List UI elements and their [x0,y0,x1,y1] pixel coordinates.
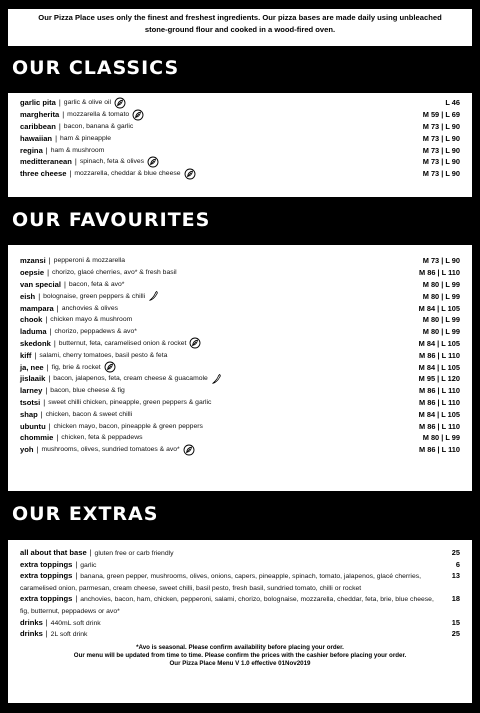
item-description: bacon, jalapenos, feta, cream cheese & guacamole [53,375,208,383]
menu-item [20,444,460,456]
item-name: caribbean [20,121,56,131]
item-name: regina [20,145,43,155]
item-price: M 86 | L 110 [419,397,460,407]
item-price: M 73 | L 90 [422,157,460,167]
menu-item [20,314,460,326]
item-separator: | [45,315,48,325]
item-description: mozzarella, cheddar & blue cheese [74,170,181,178]
item-description: spinach, feta & olives [79,158,145,166]
item-description: chicken mayo, bacon, pineapple & green peppers [53,422,203,430]
item-separator: | [53,338,56,348]
menu-item [20,349,460,361]
item-description: bacon, feta & avo* [68,280,125,288]
item-separator: | [58,121,61,131]
item-description: anchovies & olives [61,304,118,312]
item-description: mozzarella & tomato [67,111,130,119]
item-name: yoh [20,445,34,455]
item-name: shap [20,409,38,419]
extra-description: garlic [80,561,97,569]
extra-item [20,618,460,630]
extra-description: 440mL soft drink [50,619,101,627]
menu-item [20,156,460,168]
extra-description: 2L soft drink [50,631,88,639]
item-separator: | [69,169,72,179]
menu-item [20,420,460,432]
extras-heading: OUR EXTRAS [12,503,159,525]
item-description: chicken, feta & peppadews [61,434,143,442]
item-price: M 86 | L 110 [419,268,460,278]
extra-item [20,548,460,560]
vegetarian-icon [183,444,195,456]
item-separator: | [36,445,39,455]
item-separator: | [49,327,52,337]
classics-panel [8,93,472,197]
chilli-icon [148,290,160,302]
item-price: M 86 | L 110 [419,350,460,360]
extra-description: gluten free or carb friendly [94,550,174,557]
item-name: chommie [20,433,54,443]
classics-heading: OUR CLASSICS [12,57,180,79]
extra-separator: | [75,571,78,581]
item-separator: | [45,145,48,155]
favourites-panel [8,245,472,491]
item-description: garlic & olive oil [63,99,112,107]
footer-line-1: *Avo is seasonal. Please confirm availability before placing your order. [136,643,344,651]
item-separator: | [48,256,51,266]
menu-item [20,168,460,180]
extra-separator: | [75,559,78,569]
extra-separator: | [45,629,48,639]
item-description: fig, brie & rocket [51,363,101,371]
classics-list [20,97,460,180]
item-name: ubuntu [20,421,46,431]
item-separator: | [56,303,59,313]
extra-name: extra toppings [20,594,73,604]
item-price: M 73 | L 90 [422,121,460,131]
menu-item [20,432,460,444]
item-name: mampara [20,303,54,313]
item-name: laduma [20,327,47,337]
extra-price: 15 [451,617,460,627]
item-description: bacon, banana & garlic [63,122,134,130]
item-price: M 84 | L 105 [418,338,460,348]
item-name: eish [20,291,36,301]
item-separator: | [58,98,61,108]
menu-item [20,302,460,314]
intro-line-2: stone-ground flour and cooked in a wood-fired oven. [144,25,336,34]
intro-panel [8,9,472,46]
item-description: sweet chilli chicken, pineapple, green peppers & garlic [48,398,212,406]
item-description: butternut, feta, caramelised onion & rocket [58,339,187,347]
menu-item [20,109,460,121]
item-description: chorizo, glacé cherries, avo* & fresh basil [51,269,177,277]
item-price: M 86 | L 110 [419,421,460,431]
extra-price: 13 [451,571,460,581]
item-description: bolognaise, green peppers & chilli [43,292,146,300]
item-separator: | [48,374,51,384]
item-separator: | [45,386,48,396]
item-name: three cheese [20,169,67,179]
extra-separator: | [45,617,48,627]
extra-item [20,594,460,617]
menu-item [20,132,460,144]
extra-price: 6 [455,559,460,569]
item-separator: | [34,350,37,360]
extra-separator: | [75,594,78,604]
menu-item [20,408,460,420]
item-price: M 86 | L 110 [419,445,460,455]
extra-description: anchovies, bacon, ham, chicken, pepperoni, salami, chorizo, bolognaise, mozzarella, cheddar, feta, brie, blue cheese, fig, butternut, peppadews or avo* [20,596,434,615]
vegetarian-icon [184,168,196,180]
extra-name: extra toppings [20,571,73,581]
item-name: ja, nee [20,362,44,372]
extra-item [20,629,460,641]
item-separator: | [74,157,77,167]
extra-item [20,571,460,594]
menu-item [20,326,460,338]
item-price: M 80 | L 99 [422,327,460,337]
item-price: M 80 | L 99 [422,279,460,289]
menu-item [20,267,460,279]
vegetarian-icon [189,337,201,349]
item-price: M 95 | L 120 [418,374,460,384]
extra-item [20,560,460,572]
item-description: salami, cherry tomatoes, basil pesto & feta [39,351,168,359]
item-description: chicken mayo & mushroom [50,316,133,324]
item-price: M 73 | L 90 [422,256,460,266]
item-name: jislaaik [20,374,46,384]
item-price: M 84 | L 105 [418,303,460,313]
item-name: margherita [20,110,60,120]
menu-item [20,279,460,291]
item-description: pepperoni & mozzarella [53,257,126,265]
item-name: kiff [20,350,32,360]
item-description: ham & mushroom [50,146,105,154]
item-name: tsotsi [20,397,41,407]
item-price: M 80 | L 99 [422,433,460,443]
vegetarian-icon [104,361,116,373]
menu-item [20,121,460,133]
menu-item [20,397,460,409]
item-name: oepsie [20,268,45,278]
item-separator: | [63,279,66,289]
menu-item [20,373,460,385]
menu-item [20,97,460,109]
item-price: M 86 | L 110 [419,386,460,396]
item-separator: | [46,362,49,372]
item-name: larney [20,386,43,396]
item-price: M 84 | L 105 [418,362,460,372]
item-description: chorizo, peppadews & avo* [54,328,137,336]
favourites-heading: OUR FAVOURITES [12,209,211,231]
item-price: M 80 | L 99 [422,315,460,325]
item-separator: | [43,397,46,407]
vegetarian-icon [147,156,159,168]
item-price: M 84 | L 105 [418,409,460,419]
item-name: garlic pita [20,98,56,108]
item-price: M 73 | L 90 [422,133,460,143]
extra-price: 25 [451,548,460,557]
item-name: hawaiian [20,133,53,143]
vegetarian-icon [132,109,144,121]
item-description: chicken, bacon & sweet chilli [45,410,133,418]
item-price: M 80 | L 99 [422,291,460,301]
item-separator: | [48,421,51,431]
item-separator: | [55,133,57,143]
item-name: mzansi [20,256,46,266]
item-description: ham & pineapple [60,134,112,142]
item-separator: | [47,268,49,278]
chilli-icon [211,373,223,385]
item-price: M 73 | L 90 [422,145,460,155]
item-price: M 59 | L 69 [422,110,460,120]
menu-item [20,338,460,350]
extra-name: all about that base [20,548,87,557]
item-separator: | [62,110,65,120]
extra-price: 18 [451,594,460,604]
menu-item [20,290,460,302]
extra-name: drinks [20,629,43,639]
menu-item [20,385,460,397]
menu-item [20,361,460,373]
vegetarian-icon [114,97,126,109]
extra-separator: | [89,548,92,557]
item-name: van special [20,279,61,289]
extra-price: 25 [451,629,460,639]
footer-line-3: Our Pizza Place Menu V 1.0 effective 01Nov2019 [169,660,311,668]
item-description: bacon, blue cheese & fig [50,387,125,395]
item-separator: | [40,409,43,419]
favourites-list [20,255,460,456]
extra-description: banana, green pepper, mushrooms, olives, onions, capers, pineapple, spinach, tomato, jalapenos, glacé cherries, caramelised onion, parmesan, cream cheese, sweet chilli, basil pesto, fresh basil, sundried tomato, chilli or rocket [20,573,422,592]
intro-line-1: Our Pizza Place uses only the finest and freshest ingredients. Our pizza bases are made daily using unbleached [38,13,442,22]
menu-item [20,255,460,267]
menu-item [20,144,460,156]
extra-name: extra toppings [20,559,73,569]
extras-panel [8,540,472,703]
footer-line-2: Our menu will be updated from time to time. Please confirm the prices with the cashier before placing your order. [73,651,407,659]
item-name: skedonk [20,338,51,348]
footer-notes [20,644,460,669]
item-separator: | [56,433,59,443]
item-description: mushrooms, olives, sundried tomatoes & avo* [41,446,180,454]
item-name: chook [20,315,43,325]
item-name: meditteranean [20,157,72,167]
item-separator: | [38,291,41,301]
item-price: M 73 | L 90 [422,169,460,179]
item-price: L 46 [445,98,460,108]
extras-list [20,548,460,641]
extra-name: drinks [20,617,43,627]
